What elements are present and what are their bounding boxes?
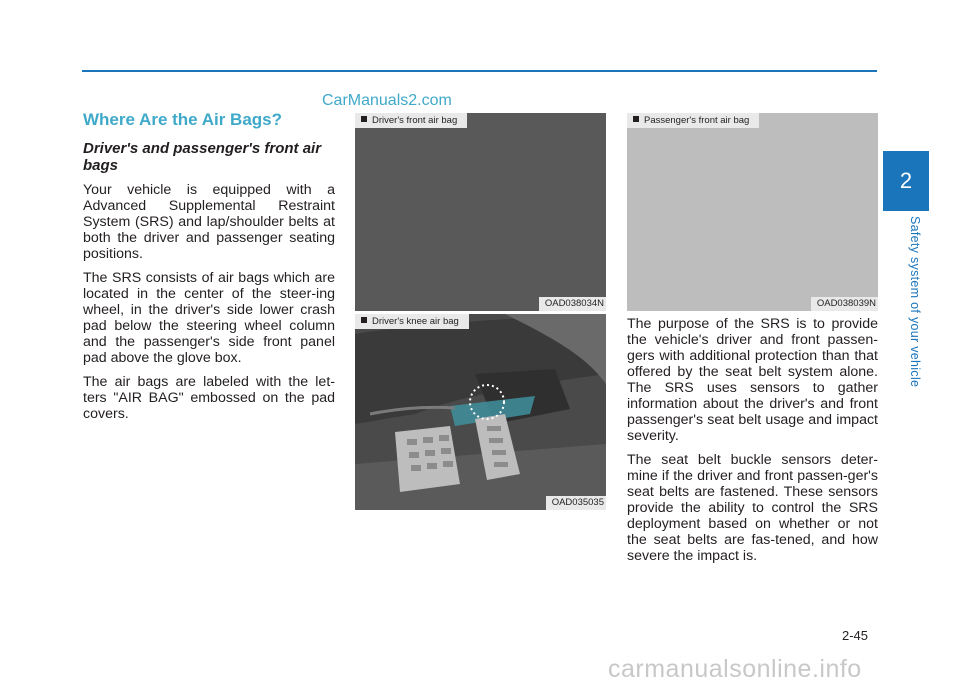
figure-caption: Driver's front air bag	[355, 113, 467, 128]
figure-caption: Passenger's front air bag	[627, 113, 759, 128]
watermark-bottom[interactable]: carmanualsonline.info	[608, 655, 862, 683]
right-column	[627, 316, 878, 572]
section-subtitle: Driver's and passenger's front air bags	[83, 140, 322, 174]
page-number: 2-45	[842, 628, 869, 643]
body-paragraph: The SRS consists of air bags which are located in the center of the steer-ing wheel, in the driver's side lower crash pad below the steering wheel column and the passenger's side front panel pad above the glove box.	[83, 270, 335, 366]
watermark-top[interactable]: CarManuals2.com	[322, 92, 452, 109]
body-paragraph: The air bags are labeled with the let-ters "AIR BAG" embossed on the pad covers.	[83, 374, 335, 422]
section-title: Where Are the Air Bags?	[83, 110, 283, 129]
body-paragraph: The seat belt buckle sensors deter-mine if the driver and front passen-ger's seat belts are fastened. These sensors provide the ability to control the SRS deployment based on whether or not the seat belts are fas-tened, and how severe the impact is.	[627, 452, 878, 564]
header-rule	[82, 70, 877, 72]
figure-caption: Driver's knee air bag	[355, 314, 469, 329]
bullet-square-icon	[361, 317, 367, 323]
chapter-tab[interactable]: 2	[883, 151, 929, 211]
figure-code: OAD038039N	[811, 297, 878, 311]
figure-drivers-front-airbag	[355, 113, 606, 311]
left-column	[83, 110, 335, 430]
body-paragraph: Your vehicle is equipped with a Advanced Supplemental Restraint System (SRS) and lap/shoulder belts at both the driver and passenger seating positions.	[83, 182, 335, 262]
figure-passengers-front-airbag	[627, 113, 878, 311]
chapter-title: Safety system of your vehicle	[908, 216, 922, 388]
figure-code: OAD035035	[546, 496, 606, 510]
figure-code: OAD038034N	[539, 297, 606, 311]
bullet-square-icon	[633, 116, 639, 122]
bullet-square-icon	[361, 116, 367, 122]
figure-drivers-knee-airbag	[355, 314, 606, 510]
body-paragraph: The purpose of the SRS is to provide the vehicle's driver and front passen-gers with additional protection than that offered by the seat belt system alone. The SRS uses sensors to gather information about the driver's and front passenger's seat belt usage and impact severity.	[627, 316, 878, 444]
knee-airbag-illustration	[355, 314, 606, 510]
